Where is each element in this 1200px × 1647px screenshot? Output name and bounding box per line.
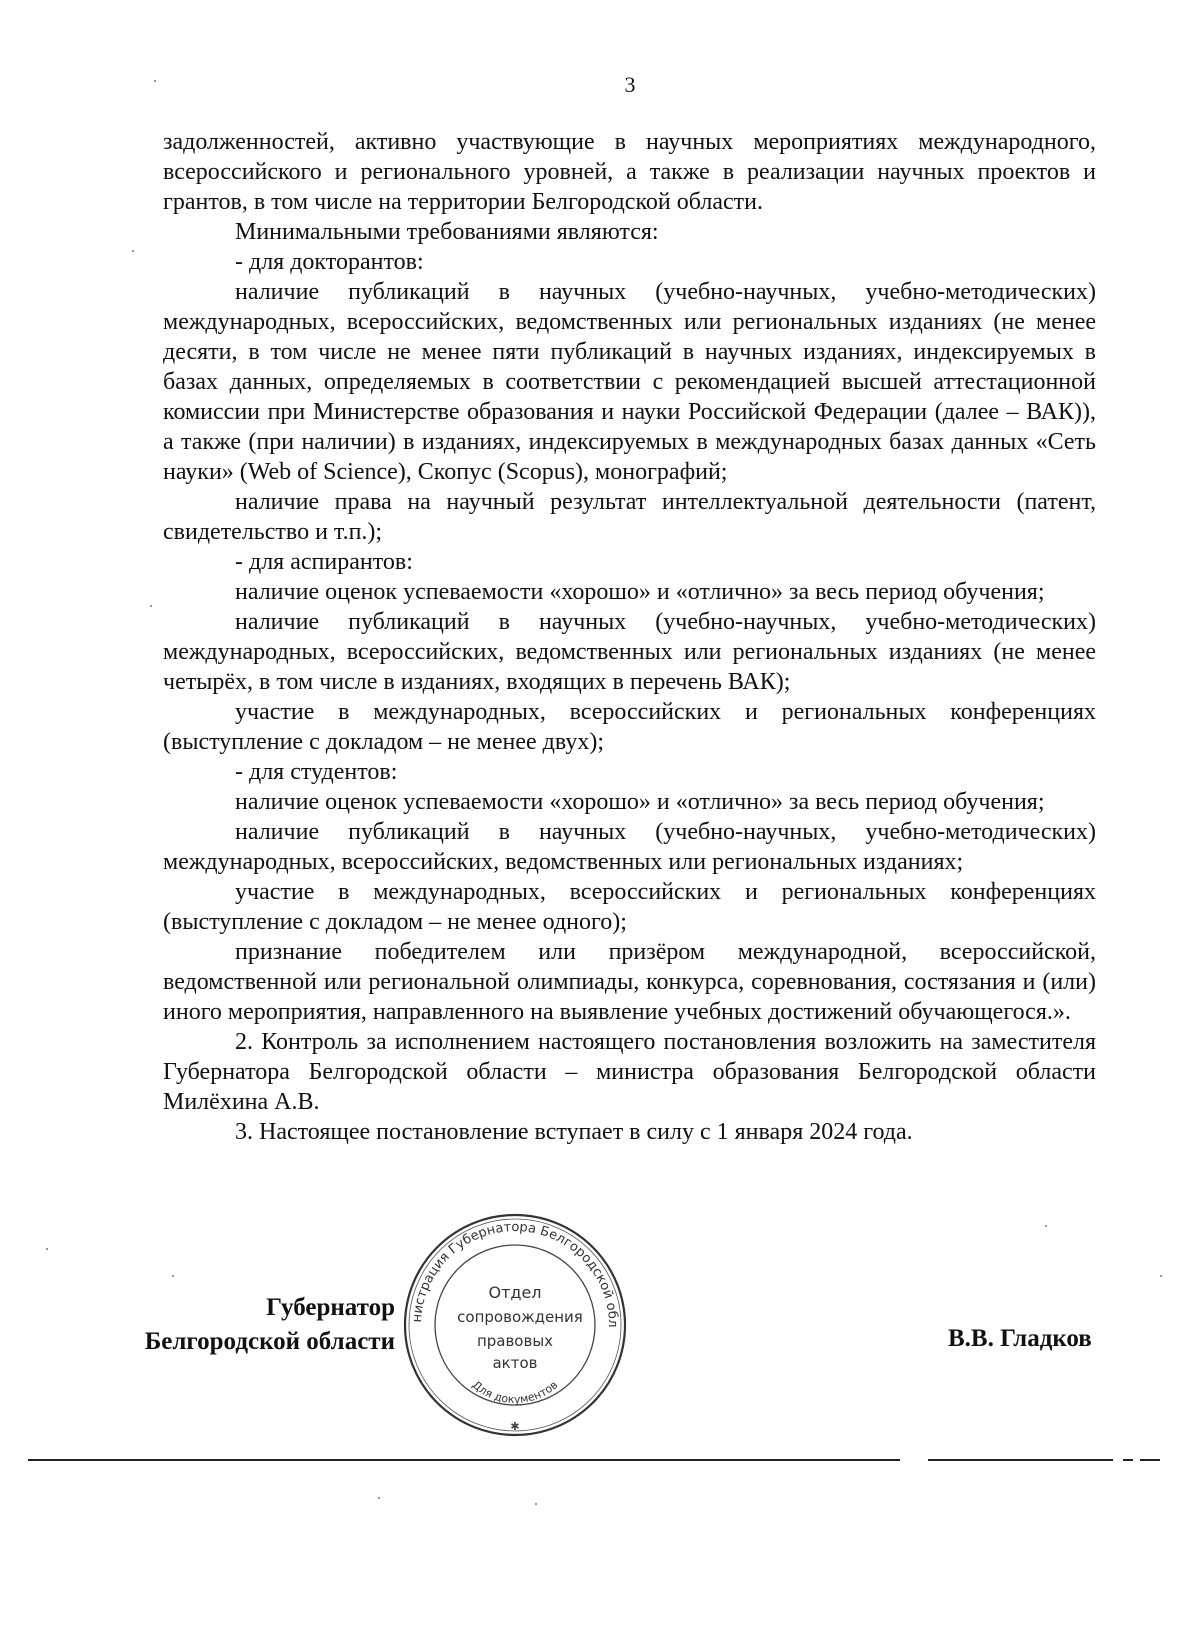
stamp-center-line: правовых [476, 1332, 554, 1350]
stamp-outer-text-path: нистрация Губернатора Белгородской обл [409, 1220, 621, 1328]
signatory-title-line2: Белгородской области [144, 1328, 395, 1355]
signatory-title [145, 1291, 395, 1359]
scan-speck [154, 80, 156, 82]
signatory-title-line1: Губернатор [266, 1294, 395, 1321]
stamp-bottom-text [470, 1378, 560, 1406]
scan-speck [46, 1248, 48, 1250]
paragraph: признание победителем или призёром международной, всероссийской, ведомственной или региональной олимпиады, конкурса, соревнования, состязания и (или) иного мероприятия, направленного на выявление учебных достижений обучающегося.». [163, 939, 1096, 1025]
official-stamp [400, 1210, 630, 1440]
bottom-rule [928, 1459, 1113, 1461]
bottom-rule [1123, 1459, 1133, 1461]
paragraph: задолженностей, активно участвующие в научных мероприятиях международного, всероссийского и регионального уровней, а также в реализации научных проектов и грантов, в том числе на территории Белгородской области. [163, 129, 1096, 215]
stamp-center-line: Отдел [488, 1283, 542, 1302]
stamp-star-icon: ✱ [510, 1421, 520, 1433]
stamp-center-line: сопровождения [457, 1308, 583, 1326]
scan-speck [535, 1503, 537, 1505]
scan-speck [132, 250, 134, 252]
paragraph: наличие оценок успеваемости «хорошо» и «отлично» за весь период обучения; [235, 579, 1045, 605]
paragraph: участие в международных, всероссийских и региональных конференциях (выступление с докладом – не менее одного); [163, 879, 1096, 935]
scan-speck [150, 605, 152, 607]
stamp-bottom-text-path: Для документов [469, 1378, 561, 1407]
stamp-seal [400, 1210, 630, 1440]
paragraph: участие в международных, всероссийских и региональных конференциях (выступление с докладом – не менее двух); [163, 699, 1096, 755]
bottom-rule [1140, 1459, 1160, 1461]
paragraph: наличие публикаций в научных (учебно-научных, учебно-методических) международных, всероссийских, ведомственных или региональных изданиях; [163, 819, 1096, 875]
scan-speck [378, 1497, 380, 1499]
paragraph: - для аспирантов: [235, 549, 413, 575]
paragraph: - для докторантов: [235, 249, 424, 275]
paragraph: 3. Настоящее постановление вступает в силу с 1 января 2024 года. [235, 1119, 913, 1145]
paragraph: - для студентов: [235, 759, 398, 785]
scan-speck [172, 1275, 174, 1277]
paragraph: наличие публикаций в научных (учебно-научных, учебно-методических) международных, всероссийских, ведомственных или региональных изданиях (не менее четырёх, в том числе в изданиях, входящих в перечень ВАК); [163, 609, 1096, 695]
paragraph: наличие публикаций в научных (учебно-научных, учебно-методических) международных, всероссийских, ведомственных или региональных изданиях (не менее десяти, в том числе не менее пяти публикаций в научных изданиях, индексируемых в базах данных, определяемых в соответствии с рекомендацией высшей аттестационной комиссии при Министерстве образования и науки Российской Федерации (далее – ВАК)), а также (при наличии) в изданиях, индексируемых в международных базах данных «Сеть науки» (Web of Science), Скопус (Scopus), монографий; [163, 279, 1096, 485]
document-body [163, 127, 1096, 1147]
paragraph: 2. Контроль за исполнением настоящего постановления возложить на заместителя Губернатора Белгородской области – министра образования Белгородской области Милёхина А.В. [163, 1029, 1096, 1115]
paragraph: наличие права на научный результат интеллектуальной деятельности (патент, свидетельство и т.п.); [163, 489, 1096, 545]
signatory-name: В.В. Гладков [948, 1325, 1092, 1352]
page-number: 3 [624, 72, 636, 97]
paragraph: Минимальными требованиями являются: [235, 219, 659, 245]
scan-speck [1160, 1275, 1162, 1277]
bottom-rule [28, 1459, 900, 1461]
scan-speck [1045, 1225, 1047, 1227]
paragraph: наличие оценок успеваемости «хорошо» и «отлично» за весь период обучения; [235, 789, 1045, 815]
stamp-center-line: актов [492, 1354, 538, 1372]
